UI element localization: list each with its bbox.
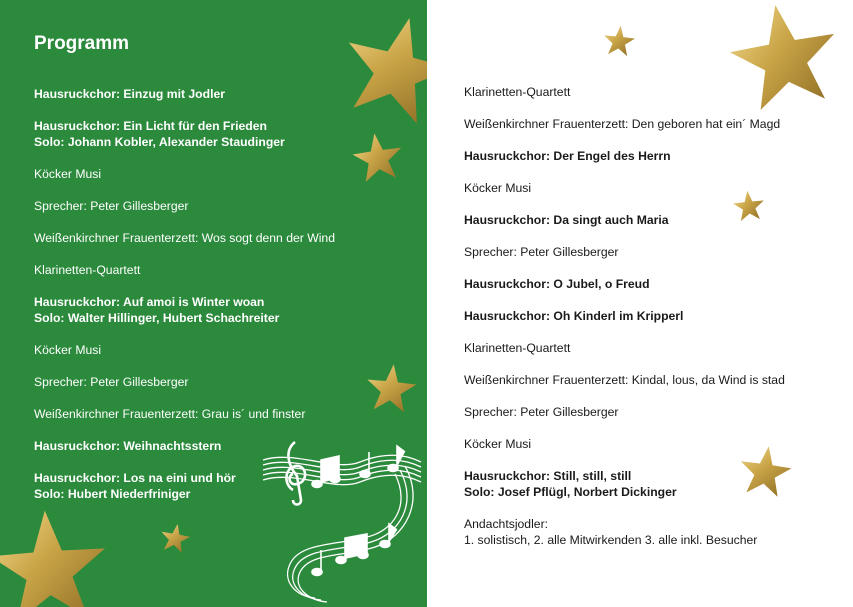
program-item-line: Köcker Musi [464, 437, 532, 451]
program-item-line: Hausruckchor: Auf amoi is Winter woan [34, 295, 265, 309]
program-item-line: Hausruckchor: Ein Licht für den Frieden [34, 119, 267, 133]
program-item [464, 404, 618, 420]
program-item-line: Klarinetten-Quartett [464, 341, 571, 355]
program-item [464, 276, 650, 292]
right-panel [427, 0, 853, 607]
music-notes-icon [255, 432, 427, 607]
program-item [34, 438, 221, 454]
star-icon [351, 132, 405, 186]
program-item-line: Weißenkirchner Frauenterzett: Den geboren hat ein´ Magd [464, 117, 781, 131]
program-item [34, 470, 236, 502]
program-item-line: Köcker Musi [34, 343, 102, 357]
star-icon [732, 190, 766, 224]
program-item-line: Klarinetten-Quartett [34, 263, 141, 277]
star-icon [159, 523, 191, 555]
program-item [464, 468, 677, 500]
program-item [34, 86, 225, 102]
program-item [34, 262, 140, 278]
program-item-line: Hausruckchor: Los na eini und hör [34, 471, 236, 485]
program-item-line: Hausruckchor: Einzug mit Jodler [34, 87, 225, 101]
program-item-line: Hausruckchor: Da singt auch Maria [464, 213, 669, 227]
program-item-line: Klarinetten-Quartett [464, 85, 571, 99]
program-item [464, 244, 618, 260]
program-item-line: Weißenkirchner Frauenterzett: Grau is´ und finster [34, 407, 306, 421]
program-item-line: Sprecher: Peter Gillesberger [34, 199, 189, 213]
program-item-line: Sprecher: Peter Gillesberger [464, 405, 619, 419]
program-item [34, 406, 305, 422]
star-icon [727, 2, 843, 118]
star-icon [338, 14, 427, 130]
program-item-line: Weißenkirchner Frauenterzett: Wos sogt denn der Wind [34, 231, 335, 245]
star-icon [602, 25, 636, 59]
program-item [464, 308, 683, 324]
program-item-line: Sprecher: Peter Gillesberger [464, 245, 619, 259]
page-title: Programm [34, 33, 130, 54]
program-item-line: Solo: Hubert Niederfriniger [34, 487, 191, 501]
program-item [464, 372, 785, 388]
program-item [464, 212, 669, 228]
star-icon [737, 445, 793, 501]
star-icon [364, 363, 418, 417]
program-item-line: 1. solistisch, 2. alle Mitwirkenden 3. alle inkl. Besucher [464, 533, 758, 547]
program-item [34, 374, 188, 390]
program-item [464, 148, 671, 164]
program-item-line: Köcker Musi [464, 181, 532, 195]
program-item [464, 340, 570, 356]
program-item-line: Solo: Johann Kobler, Alexander Staudinger [34, 135, 285, 149]
program-item-line: Hausruckchor: Oh Kinderl im Kripperl [464, 309, 684, 323]
program-item [34, 230, 335, 246]
program-item [34, 166, 101, 182]
program-item [464, 180, 531, 196]
program-item [464, 116, 780, 132]
program-item-line: Hausruckchor: O Jubel, o Freud [464, 277, 650, 291]
program-item-line: Andachtsjodler: [464, 517, 549, 531]
program-item-line: Köcker Musi [34, 167, 102, 181]
program-item [34, 198, 188, 214]
program-item-line: Sprecher: Peter Gillesberger [34, 375, 189, 389]
program-item-line: Weißenkirchner Frauenterzett: Kindal, lous, da Wind is stad [464, 373, 785, 387]
star-icon [0, 508, 112, 607]
program-item-line: Hausruckchor: Der Engel des Herrn [464, 149, 671, 163]
program-item [464, 84, 570, 100]
program-item-line: Hausruckchor: Weihnachtsstern [34, 439, 222, 453]
program-item [464, 516, 757, 548]
program-item [34, 118, 285, 150]
program-item-line: Hausruckchor: Still, still, still [464, 469, 632, 483]
program-item-line: Solo: Josef Pflügl, Norbert Dickinger [464, 485, 677, 499]
program-item [34, 294, 279, 326]
program-item [34, 342, 101, 358]
program-item [464, 436, 531, 452]
program-item-line: Solo: Walter Hillinger, Hubert Schachreiter [34, 311, 280, 325]
